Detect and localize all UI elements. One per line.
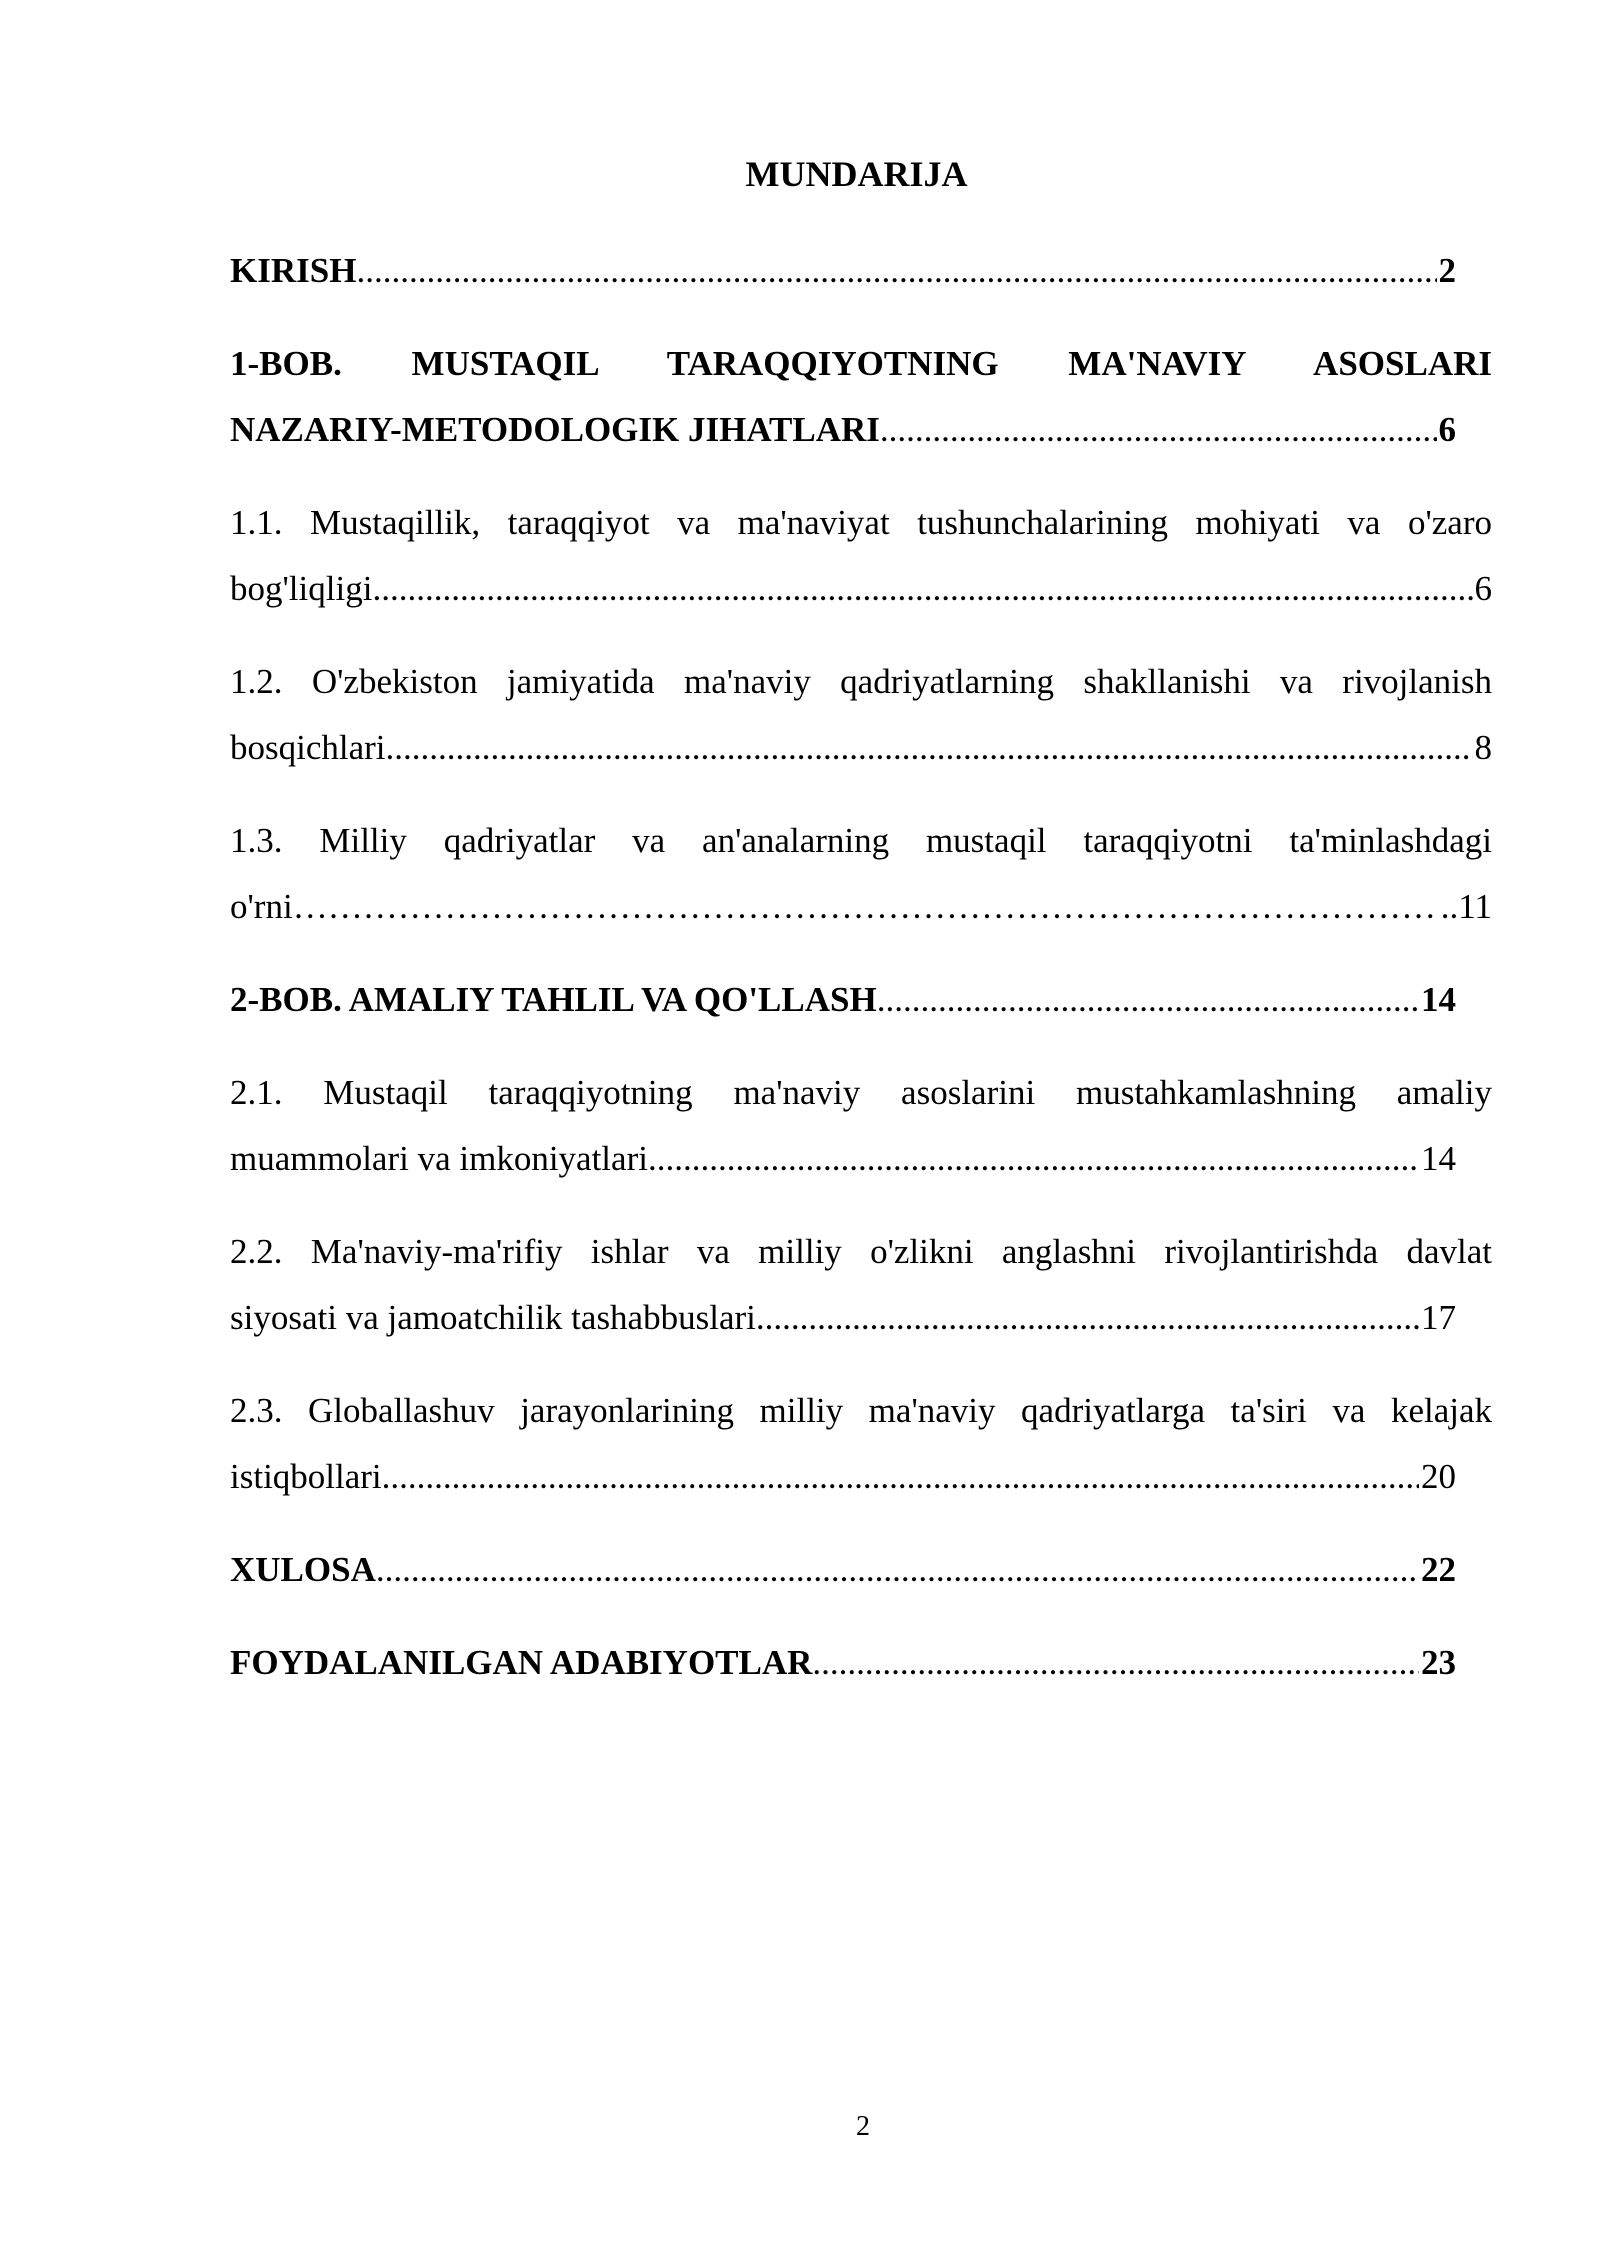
dot-leader: [386, 715, 1473, 781]
toc-page-number: 23: [1421, 1643, 1456, 1682]
toc-entry-1-2[interactable]: [230, 649, 1492, 781]
toc-page-number: 14: [1421, 1139, 1456, 1178]
dot-leader: [812, 1630, 1419, 1696]
toc-page-number: 20: [1421, 1457, 1456, 1496]
toc-entry-2-1[interactable]: [230, 1060, 1492, 1192]
dot-leader: [356, 238, 1436, 304]
toc-entry-label: siyosati va jamoatchilik tashabbuslari: [230, 1298, 756, 1337]
toc-entry-line: 1.1. Mustaqillik, taraqqiyot va ma'naviyat tushunchalarining mohiyati va o'zaro: [230, 503, 1492, 542]
page-footer: [0, 2110, 1600, 2144]
toc-entry-label: NAZARIY-METODOLOGIK JIHATLARI: [230, 410, 880, 449]
toc-entry-line: 2.1. Mustaqil taraqqiyotning ma'naviy asoslarini mustahkamlashning amaliy: [230, 1073, 1492, 1112]
toc-entry-line: 1.2. O'zbekiston jamiyatida ma'naviy qadriyatlarning shakllanishi va rivojlanish: [230, 662, 1492, 701]
ellipsis-leader: [293, 874, 1439, 940]
toc-entry-label: bosqichlari: [230, 728, 386, 767]
toc-entry-bob-2[interactable]: [230, 967, 1492, 1033]
toc-entry-label: FOYDALANILGAN ADABIYOTLAR: [230, 1643, 813, 1682]
toc-page-number: 17: [1421, 1298, 1456, 1337]
toc-entry-kirish[interactable]: [230, 238, 1492, 304]
toc-entry-label: istiqbollari: [230, 1457, 382, 1496]
toc-page-number: 2: [1438, 251, 1456, 290]
table-of-contents: [230, 238, 1492, 1723]
dot-leader: [880, 397, 1437, 463]
toc-entry-label: KIRISH: [230, 251, 357, 290]
toc-page-number: ..11: [1440, 887, 1492, 926]
toc-entry-label: muammolari va imkoniyatlari: [230, 1139, 648, 1178]
toc-entry-bob-1[interactable]: [230, 331, 1492, 463]
toc-page-number: 14: [1421, 980, 1456, 1019]
toc-page-number: 22: [1421, 1550, 1456, 1589]
dot-leader: [376, 1537, 1419, 1603]
toc-page-number: 6: [1474, 569, 1492, 608]
toc-entry-line: 2.2. Ma'naviy-ma'rifiy ishlar va milliy o'zlikni anglashni rivojlantirishda davlat: [230, 1232, 1492, 1271]
dot-leader: [756, 1285, 1419, 1351]
page-number: 2: [856, 2111, 870, 2142]
toc-entry-1-1[interactable]: [230, 490, 1492, 622]
toc-entry-1-3[interactable]: [230, 808, 1492, 940]
toc-entry-line: 1.3. Milliy qadriyatlar va an'analarning mustaqil taraqqiyotni ta'minlashdagi: [230, 821, 1492, 860]
toc-page-number: 8: [1474, 728, 1492, 767]
toc-entry-line: 1-BOB. MUSTAQIL TARAQQIYOTNING MA'NAVIY ASOSLARI: [230, 344, 1492, 383]
dot-leader: [877, 967, 1419, 1033]
toc-entry-line: 2.3. Globallashuv jarayonlarining milliy ma'naviy qadriyatlarga ta'siri va kelajak: [230, 1391, 1492, 1430]
toc-entry-xulosa[interactable]: [230, 1537, 1492, 1603]
dot-leader: [382, 1444, 1419, 1510]
toc-entry-2-2[interactable]: [230, 1219, 1492, 1351]
toc-page-number: 6: [1438, 410, 1456, 449]
toc-entry-label: 2-BOB. AMALIY TAHLIL VA QO'LLASH: [230, 980, 877, 1019]
toc-entry-label: XULOSA: [230, 1550, 376, 1589]
dot-leader: [372, 556, 1472, 622]
toc-entry-2-3[interactable]: [230, 1378, 1492, 1510]
dot-leader: [648, 1126, 1419, 1192]
page-title-text: MUNDARIJA: [745, 154, 968, 194]
page-title: [0, 152, 1600, 196]
toc-entry-label: bog'liqligi: [230, 569, 373, 608]
toc-entry-adabiyotlar[interactable]: [230, 1630, 1492, 1696]
toc-entry-label: o'rni: [230, 887, 293, 926]
